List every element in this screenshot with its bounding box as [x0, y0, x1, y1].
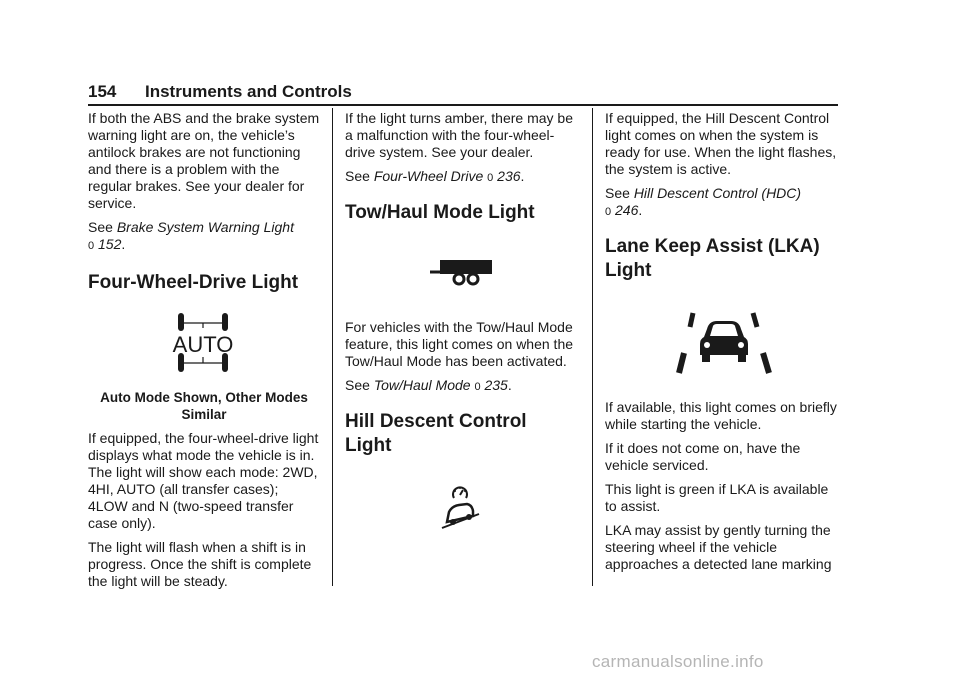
heading-hill-descent-control-light: Hill Descent Control Light: [345, 411, 527, 456]
column-2: [345, 110, 577, 532]
reference-page[interactable]: 152: [98, 236, 122, 252]
paragraph: This light is green if LKA is available to assist.: [605, 481, 829, 514]
column-3: [605, 110, 843, 580]
cross-reference: See Four-Wheel Drive 0 236.: [345, 168, 525, 184]
paragraph: If the light turns amber, there may be a malfunction with the four-wheel-drive system. See your dealer.: [345, 110, 574, 160]
column-1: [88, 110, 320, 597]
reference-page[interactable]: 246: [615, 202, 639, 218]
column-divider-1: [332, 108, 333, 586]
paragraph: LKA may assist by gently turning the steering wheel if the vehicle approaches a detected lane marking: [605, 522, 832, 572]
icon-auto-label: AUTO: [172, 332, 234, 357]
page-arrow-icon: 0: [474, 381, 481, 393]
lane-keep-assist-icon: [605, 309, 843, 375]
heading-lane-keep-assist-light: Lane Keep Assist (LKA) Light: [605, 236, 820, 281]
paragraph: If equipped, the Hill Descent Control light comes on when the system is ready for use. When the light flashes, the system is active.: [605, 110, 837, 177]
page-arrow-icon: 0: [88, 240, 95, 252]
page-header: [88, 82, 838, 104]
reference-title[interactable]: Four-Wheel Drive: [373, 168, 484, 184]
page-number: 154: [88, 82, 117, 101]
reference-title[interactable]: Hill Descent Control (HDC): [633, 185, 802, 201]
column-divider-2: [592, 108, 593, 586]
four-wheel-drive-auto-icon: [88, 313, 320, 373]
reference-page[interactable]: 235: [484, 377, 508, 393]
cross-reference: See Tow/Haul Mode 0 235.: [345, 377, 512, 393]
cross-reference: See Hill Descent Control (HDC) 0 246.: [605, 185, 802, 218]
cross-reference: See Brake System Warning Light 0 152.: [88, 219, 294, 252]
reference-page[interactable]: 236: [497, 168, 521, 184]
page-arrow-icon: 0: [487, 172, 494, 184]
paragraph: For vehicles with the Tow/Haul Mode feature, this light comes on when the Tow/Haul Mode has been activated.: [345, 319, 574, 369]
reference-title[interactable]: Brake System Warning Light: [116, 219, 294, 235]
hill-descent-icon: [345, 484, 577, 532]
page-arrow-icon: 0: [605, 206, 612, 218]
figure-caption: Auto Mode Shown, Other Modes Similar: [100, 390, 308, 422]
reference-title[interactable]: Tow/Haul Mode: [373, 377, 471, 393]
paragraph: If both the ABS and the brake system warning light are on, the vehicle’s antilock brakes are not functioning and there is a problem with the regular brakes. See your dealer for service.: [88, 110, 320, 211]
paragraph: If it does not come on, have the vehicle serviced.: [605, 440, 801, 473]
watermark: carmanualsonline.info: [592, 652, 764, 671]
heading-four-wheel-drive-light: Four-Wheel-Drive Light: [88, 272, 299, 293]
paragraph: The light will flash when a shift is in progress. Once the shift is complete the light will be steady.: [88, 539, 312, 589]
paragraph: If equipped, the four-wheel-drive light displays what mode the vehicle is in. The light will show each mode: 2WD, 4HI, AUTO (all transfer cases); 4LOW and N (two-speed transfer case only).: [88, 430, 319, 531]
paragraph: If available, this light comes on briefly while starting the vehicle.: [605, 399, 837, 432]
header-divider: [88, 104, 838, 106]
section-title: Instruments and Controls: [145, 82, 352, 101]
trailer-icon: [345, 257, 577, 287]
heading-tow-haul-mode-light: Tow/Haul Mode Light: [345, 202, 535, 223]
